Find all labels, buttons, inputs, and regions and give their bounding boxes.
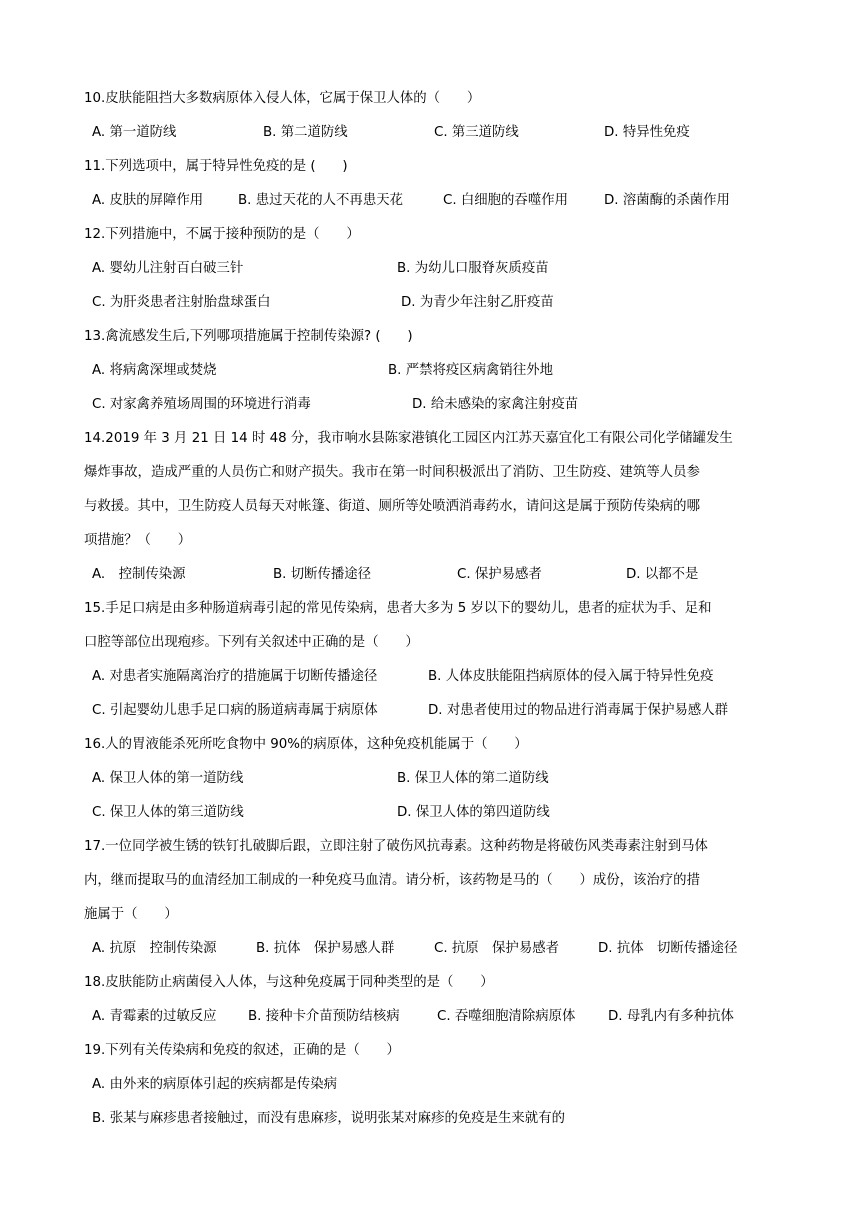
question-11-stem: 11.下列选项中，属于特异性免疫的是 ( )	[84, 159, 348, 174]
q14-option-c: C. 保护易感者	[457, 567, 542, 582]
q14-option-b: B. 切断传播途径	[273, 567, 372, 582]
q13-option-c: C. 对家禽养殖场周围的环境进行消毒	[92, 397, 311, 412]
q15-option-a: A. 对患者实施隔离治疗的措施属于切断传播途径	[92, 669, 378, 684]
q17-option-d: D. 抗体 切断传播途径	[598, 941, 738, 956]
question-18-stem: 18.皮肤能防止病菌侵入人体，与这种免疫属于同种类型的是（ ）	[84, 975, 494, 990]
question-16-stem: 16.人的胃液能杀死所吃食物中 90%的病原体，这种免疫机能属于（ ）	[84, 737, 528, 752]
q11-option-d: D. 溶菌酶的杀菌作用	[604, 193, 730, 208]
q17-option-a: A. 抗原 控制传染源	[92, 941, 217, 956]
q17-option-b: B. 抗体 保护易感人群	[256, 941, 395, 956]
q18-option-a: A. 青霉素的过敏反应	[92, 1009, 217, 1024]
q11-option-c: C. 白细胞的吞噬作用	[443, 193, 568, 208]
q14-option-a: A. 控制传染源	[92, 567, 186, 582]
q10-option-a: A. 第一道防线	[92, 125, 177, 140]
q10-option-b: B. 第二道防线	[263, 125, 348, 140]
question-15-stem-line-2: 口腔等部位出现疱疹。下列有关叙述中正确的是（ ）	[84, 635, 419, 650]
q12-option-c: C. 为肝炎患者注射胎盘球蛋白	[92, 295, 271, 310]
q13-option-b: B. 严禁将疫区病禽销往外地	[388, 363, 553, 378]
question-14-stem-line-3: 与救援。其中，卫生防疫人员每天对帐篷、街道、厕所等处喷洒消毒药水，请问这是属于预防传染病的哪	[84, 499, 700, 514]
question-15-stem-line-1: 15.手足口病是由多种肠道病毒引起的常见传染病，患者大多为 5 岁以下的婴幼儿，患者的症状为手、足和	[84, 601, 712, 616]
question-13-stem: 13.禽流感发生后,下列哪项措施属于控制传染源? ( )	[84, 329, 413, 344]
q18-option-d: D. 母乳内有多种抗体	[608, 1009, 734, 1024]
question-14-stem-line-2: 爆炸事故，造成严重的人员伤亡和财产损失。我市在第一时间积极派出了消防、卫生防疫、建筑等人员参	[84, 465, 700, 480]
q12-option-d: D. 为青少年注射乙肝疫苗	[401, 295, 554, 310]
question-17-stem-line-3: 施属于（ ）	[84, 907, 178, 922]
question-19-stem: 19.下列有关传染病和免疫的叙述，正确的是（ ）	[84, 1043, 400, 1058]
q11-option-b: B. 患过天花的人不再患天花	[238, 193, 403, 208]
question-12-stem: 12.下列措施中，不属于接种预防的是（ ）	[84, 227, 360, 242]
q15-option-c: C. 引起婴幼儿患手足口病的肠道病毒属于病原体	[92, 703, 378, 718]
q13-option-a: A. 将病禽深埋或焚烧	[92, 363, 217, 378]
q15-option-d: D. 对患者使用过的物品进行消毒属于保护易感人群	[428, 703, 729, 718]
q12-option-b: B. 为幼儿口服脊灰质疫苗	[397, 261, 549, 276]
q16-option-d: D. 保卫人体的第四道防线	[397, 805, 550, 820]
question-17-stem-line-1: 17.一位同学被生锈的铁钉扎破脚后跟，立即注射了破伤风抗毒素。这种药物是将破伤风类毒素注射到马体	[84, 839, 708, 854]
q11-option-a: A. 皮肤的屏障作用	[92, 193, 204, 208]
question-14-stem-line-1: 14.2019 年 3 月 21 日 14 时 48 分，我市响水县陈家港镇化工园区内江苏天嘉宜化工有限公司化学储罐发生	[84, 431, 733, 446]
q10-option-c: C. 第三道防线	[434, 125, 519, 140]
q18-option-c: C. 吞噬细胞清除病原体	[437, 1009, 576, 1024]
question-17-stem-line-2: 内，继而提取马的血清经加工制成的一种免疫马血清。请分析，该药物是马的（ ）成份，该治疗的措	[84, 873, 700, 888]
q14-option-d: D. 以都不是	[626, 567, 699, 582]
q19-option-a: A. 由外来的病原体引起的疾病都是传染病	[92, 1077, 338, 1092]
q13-option-d: D. 给未感染的家禽注射疫苗	[412, 397, 579, 412]
q16-option-a: A. 保卫人体的第一道防线	[92, 771, 244, 786]
q18-option-b: B. 接种卡介苗预防结核病	[248, 1009, 400, 1024]
q10-option-d: D. 特异性免疫	[604, 125, 690, 140]
q16-option-c: C. 保卫人体的第三道防线	[92, 805, 244, 820]
q17-option-c: C. 抗原 保护易感者	[434, 941, 559, 956]
q12-option-a: A. 婴幼儿注射百白破三针	[92, 261, 244, 276]
q19-option-b: B. 张某与麻疹患者接触过，而没有患麻疹，说明张某对麻疹的免疫是生来就有的	[92, 1111, 565, 1126]
question-14-stem-line-4: 项措施？（ ）	[84, 533, 192, 548]
q15-option-b: B. 人体皮肤能阻挡病原体的侵入属于特异性免疫	[428, 669, 714, 684]
question-10-stem: 10.皮肤能阻挡大多数病原体入侵人体，它属于保卫人体的（ ）	[84, 91, 481, 106]
q16-option-b: B. 保卫人体的第二道防线	[397, 771, 549, 786]
